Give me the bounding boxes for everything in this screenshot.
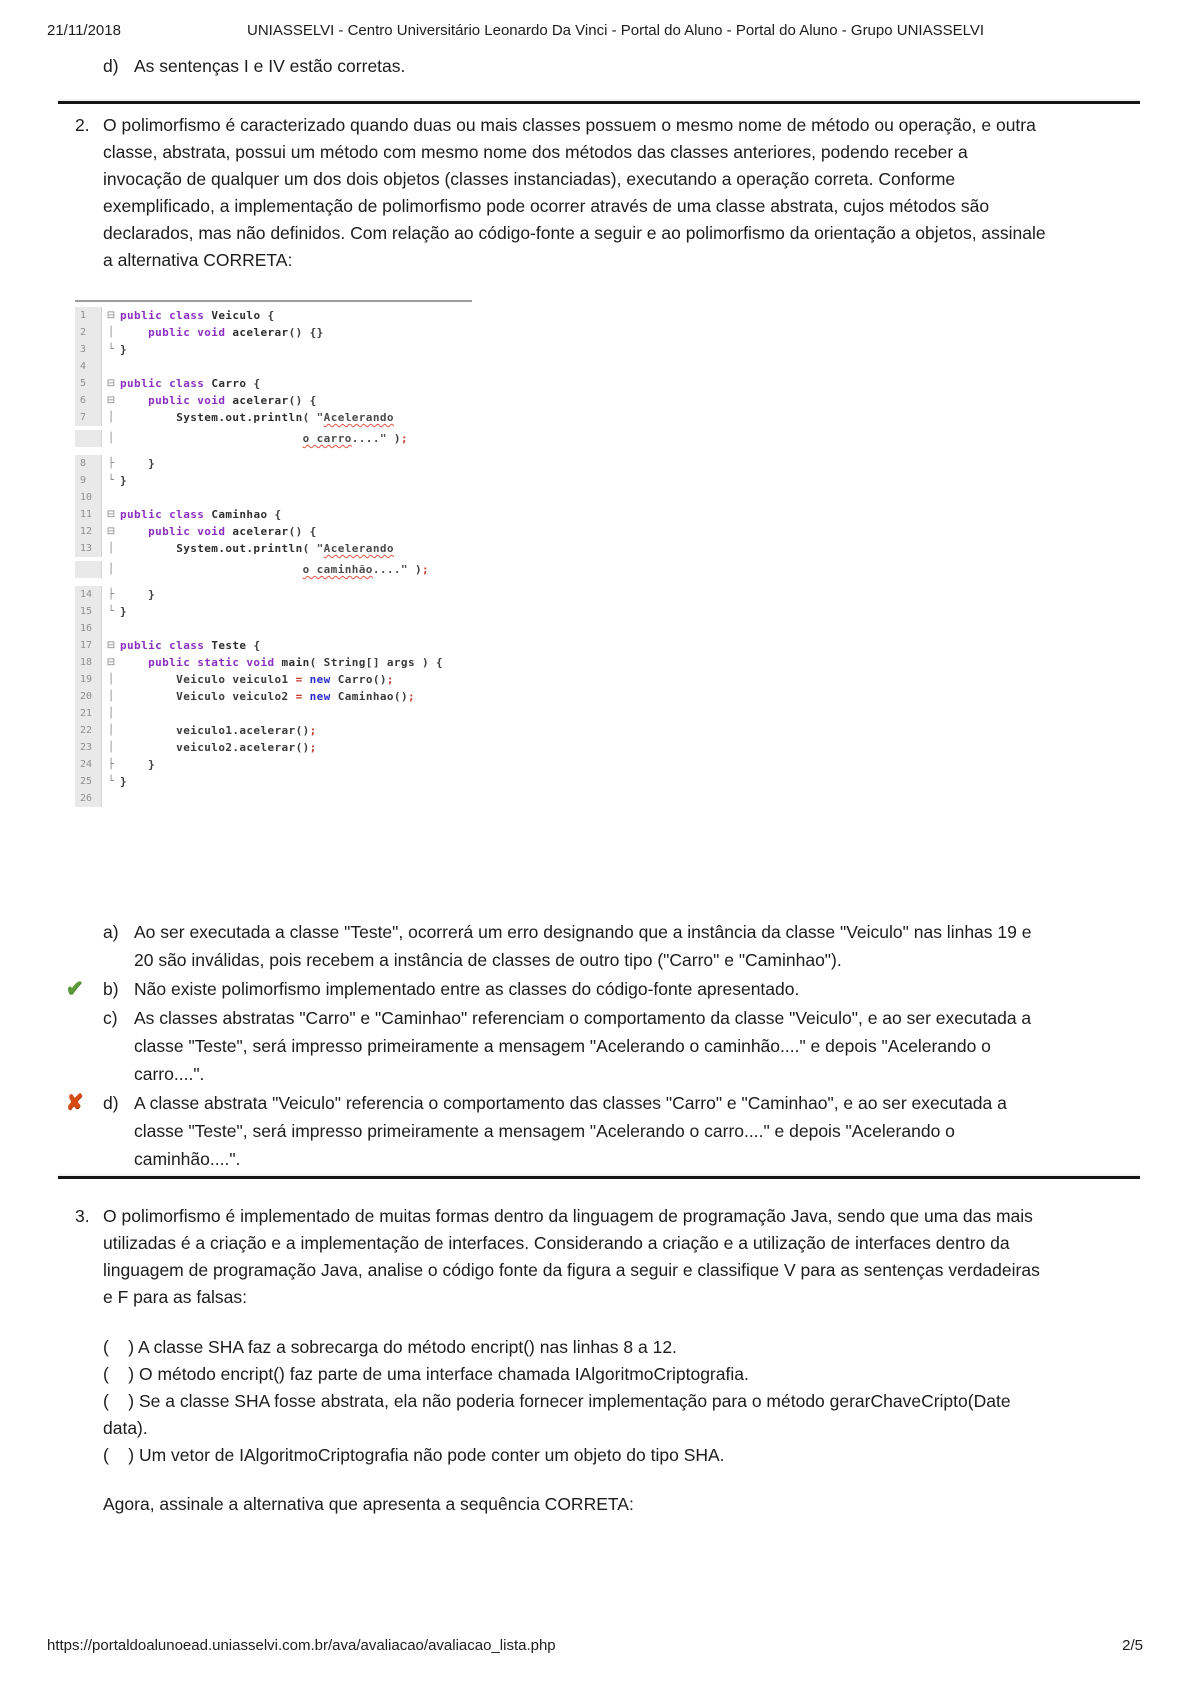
question-text: O polimorfismo é implementado de muitas formas dentro da linguagem de programação Java, sendo que uma das mais utilizadas é a criação e a implementação de interfaces. Considerando a criação e a utilização de interfaces dentro da linguagem de programação Java, analise o código fonte da figura a seguir e classifique V para as sentenças verdadeiras e F para as falsas: xyxy=(103,1206,1040,1307)
option-letter: d) xyxy=(103,1093,119,1113)
previous-question-option xyxy=(103,56,405,77)
line-number: 26 xyxy=(75,790,102,807)
code-line xyxy=(75,705,477,722)
code-token xyxy=(120,525,148,538)
line-number: 12 xyxy=(75,523,102,540)
code-text xyxy=(120,432,408,445)
code-token: Caminhao() xyxy=(330,690,408,703)
code-text xyxy=(120,656,443,669)
section-divider xyxy=(58,99,1140,104)
footer-page-number: 2/5 xyxy=(1122,1637,1143,1654)
code-token: ; xyxy=(407,690,415,703)
code-line xyxy=(75,688,477,705)
fold-marker-icon: ⊟ xyxy=(106,657,116,668)
fold-marker-icon: ⊟ xyxy=(106,310,116,321)
code-token: new xyxy=(309,673,331,686)
code-token xyxy=(303,673,310,686)
code-text xyxy=(120,724,317,737)
line-number: 9 xyxy=(75,472,102,489)
question-3-sentences xyxy=(103,1334,1041,1469)
line-number: 11 xyxy=(75,506,102,523)
code-token: ; xyxy=(309,741,317,754)
code-line xyxy=(75,586,477,603)
line-number: 6 xyxy=(75,392,102,409)
code-line xyxy=(75,375,477,392)
code-line xyxy=(75,603,477,620)
code-token: " xyxy=(316,411,324,424)
option-text: As classes abstratas "Carro" e "Caminhao" referenciam o comportamento da classe "Veiculo", e ao ser executada a classe "Teste", será impresso primeiramente a mensagem "Acelerando o caminhão...." e depois "Acelerando o carro....". xyxy=(134,1008,1032,1084)
code-token xyxy=(120,394,148,407)
code-line xyxy=(75,773,477,790)
code-token: () { xyxy=(288,394,317,407)
fold-marker-icon: ├ xyxy=(107,458,115,469)
line-number: 13 xyxy=(75,540,102,557)
code-token: } xyxy=(120,474,128,487)
code-line xyxy=(75,722,477,739)
code-text xyxy=(120,508,282,521)
option-text: Ao ser executada a classe "Teste", ocorrerá um erro designando que a instância da classe "Veiculo" nas linhas 19 e 20 são inválidas, pois recebem a instância de classes de outro tipo ("Carro" e "Caminhao"). xyxy=(134,922,1032,970)
code-line xyxy=(75,561,477,578)
header-date: 21/11/2018 xyxy=(47,22,121,39)
code-text xyxy=(120,639,260,652)
code-text xyxy=(120,563,429,576)
code-line xyxy=(75,756,477,773)
answer-option-c xyxy=(66,1004,1076,1088)
fold-marker-icon: └ xyxy=(107,606,115,617)
fold-marker-icon: ⊟ xyxy=(106,395,116,406)
code-line xyxy=(75,739,477,756)
code-token: } xyxy=(120,588,156,601)
fold-marker-icon: └ xyxy=(107,776,115,787)
code-token: acelerar xyxy=(232,525,289,538)
code-text xyxy=(120,542,394,555)
fold-marker-icon: ⊟ xyxy=(106,640,116,651)
code-text xyxy=(120,758,155,771)
fold-marker-icon: │ xyxy=(107,433,115,444)
code-line xyxy=(75,430,477,447)
option-text: As sentenças I e IV estão corretas. xyxy=(134,56,406,76)
code-text xyxy=(120,588,155,601)
vf-sentence: ( ) O método encript() faz parte de uma interface chamada IAlgoritmoCriptografia. xyxy=(103,1364,749,1384)
code-text xyxy=(120,605,127,618)
code-text xyxy=(120,525,317,538)
question-number: 2. xyxy=(75,115,90,135)
code-screenshot-border xyxy=(75,300,472,302)
code-token: acelerar xyxy=(232,326,289,339)
code-token: ; xyxy=(309,724,317,737)
code-token: System.out.println xyxy=(176,542,303,555)
code-text xyxy=(120,326,324,339)
line-number: 22 xyxy=(75,722,102,739)
code-token: public void xyxy=(148,525,226,538)
code-token xyxy=(120,432,303,445)
answer-option-a xyxy=(66,918,1076,974)
code-token: public void xyxy=(148,326,226,339)
code-line xyxy=(75,620,477,637)
code-line xyxy=(75,324,477,341)
code-token: System.out.println xyxy=(176,411,303,424)
code-line xyxy=(75,506,477,523)
code-text xyxy=(120,690,415,703)
code-line xyxy=(75,307,477,324)
code-token: ...." xyxy=(372,563,408,576)
code-token: Veiculo veiculo2 xyxy=(120,690,296,703)
line-number: 1 xyxy=(75,307,102,324)
code-token: veiculo1.acelerar() xyxy=(120,724,310,737)
fold-marker-icon: │ xyxy=(107,327,115,338)
line-number: 16 xyxy=(75,620,102,637)
code-token: Caminhao xyxy=(211,508,268,521)
code-token: public class xyxy=(120,639,205,652)
line-number: 19 xyxy=(75,671,102,688)
code-line xyxy=(75,455,477,472)
code-token: ; xyxy=(400,432,408,445)
code-token: public class xyxy=(120,377,205,390)
code-token: ( xyxy=(302,411,317,424)
question-3-closing: Agora, assinale a alternativa que apresenta a sequência CORRETA: xyxy=(103,1494,634,1514)
code-token: Carro xyxy=(211,377,247,390)
code-token: ...." xyxy=(351,432,387,445)
code-token: Teste xyxy=(211,639,247,652)
code-token: } xyxy=(120,758,156,771)
code-token: public class xyxy=(120,508,205,521)
code-token: Veiculo xyxy=(211,309,261,322)
code-token: () { xyxy=(288,525,317,538)
code-token: public void xyxy=(148,394,226,407)
code-token: } xyxy=(120,343,128,356)
fold-marker-icon: └ xyxy=(107,344,115,355)
option-letter: b) xyxy=(103,979,119,999)
code-screenshot xyxy=(75,300,477,807)
question-3 xyxy=(75,1203,1050,1311)
line-number xyxy=(75,430,102,447)
correct-answer-icon: ✔ xyxy=(66,977,84,1000)
code-token: veiculo2.acelerar() xyxy=(120,741,310,754)
code-token: public static void xyxy=(148,656,275,669)
code-line xyxy=(75,654,477,671)
fold-marker-icon: ├ xyxy=(107,759,115,770)
code-token: { xyxy=(267,508,282,521)
code-token: Carro() xyxy=(330,673,387,686)
code-token: } xyxy=(120,457,156,470)
code-token: o carro xyxy=(302,432,352,445)
code-token: { xyxy=(246,377,261,390)
line-number: 4 xyxy=(75,358,102,375)
option-letter: c) xyxy=(103,1008,118,1028)
code-text xyxy=(120,673,394,686)
fold-marker-icon: │ xyxy=(107,691,115,702)
code-text xyxy=(120,394,317,407)
answer-option-d xyxy=(66,1089,1076,1173)
fold-marker-icon: ⊟ xyxy=(106,526,116,537)
line-number xyxy=(75,561,102,578)
code-line xyxy=(75,409,477,426)
code-token: } xyxy=(120,775,128,788)
line-number: 8 xyxy=(75,455,102,472)
fold-marker-icon: │ xyxy=(107,543,115,554)
code-text xyxy=(120,775,127,788)
code-token: ( String[] args ) { xyxy=(309,656,444,669)
code-token: } xyxy=(120,605,128,618)
code-line xyxy=(75,540,477,557)
code-token xyxy=(120,656,148,669)
code-line xyxy=(75,392,477,409)
line-number: 17 xyxy=(75,637,102,654)
code-token xyxy=(120,542,176,555)
line-number: 25 xyxy=(75,773,102,790)
fold-marker-icon: ⊟ xyxy=(106,378,116,389)
fold-marker-icon: ├ xyxy=(107,589,115,600)
code-token: o caminhão xyxy=(302,563,373,576)
code-token: Veiculo veiculo1 xyxy=(120,673,296,686)
code-token: { xyxy=(260,309,275,322)
code-token xyxy=(120,411,176,424)
vf-sentence: ( ) A classe SHA faz a sobrecarga do método encript() nas linhas 8 a 12. xyxy=(103,1337,677,1357)
vf-sentence: ( ) Se a classe SHA fosse abstrata, ela não poderia fornecer implementação para o método gerarChaveCripto(Date data). xyxy=(103,1391,1016,1438)
code-line xyxy=(75,358,477,375)
code-line xyxy=(75,637,477,654)
answer-marker-empty xyxy=(66,1004,103,1088)
code-token: { xyxy=(246,639,261,652)
code-token: ) xyxy=(407,563,422,576)
code-text xyxy=(120,343,127,356)
line-number: 7 xyxy=(75,409,102,426)
fold-marker-icon: │ xyxy=(107,564,115,575)
fold-marker-icon: │ xyxy=(107,725,115,736)
code-token: () {} xyxy=(288,326,324,339)
code-token: main xyxy=(281,656,310,669)
vf-sentence: ( ) Um vetor de IAlgoritmoCriptografia não pode conter um objeto do tipo SHA. xyxy=(103,1445,725,1465)
option-letter: a) xyxy=(103,922,119,942)
fold-marker-icon: │ xyxy=(107,708,115,719)
code-line xyxy=(75,523,477,540)
line-number: 21 xyxy=(75,705,102,722)
line-number: 5 xyxy=(75,375,102,392)
line-number: 24 xyxy=(75,756,102,773)
code-token: = xyxy=(295,690,303,703)
code-token: ( xyxy=(302,542,317,555)
option-text: Não existe polimorfismo implementado entre as classes do código-fonte apresentado. xyxy=(134,979,800,999)
code-line xyxy=(75,790,477,807)
header-title: UNIASSELVI - Centro Universitário Leonardo Da Vinci - Portal do Aluno - Portal do Aluno - Grupo UNIASSELVI xyxy=(246,22,985,39)
fold-marker-icon: │ xyxy=(107,742,115,753)
code-text xyxy=(120,411,394,424)
code-token: ; xyxy=(386,673,394,686)
section-divider xyxy=(58,1174,1140,1179)
line-number: 10 xyxy=(75,489,102,506)
code-token: ; xyxy=(422,563,430,576)
code-text xyxy=(120,474,127,487)
wrong-answer-icon: ✘ xyxy=(66,1091,84,1114)
option-letter: d) xyxy=(103,56,119,76)
question-number: 3. xyxy=(75,1206,90,1226)
line-number: 2 xyxy=(75,324,102,341)
code-token: public class xyxy=(120,309,205,322)
code-token: new xyxy=(309,690,331,703)
option-text: A classe abstrata "Veiculo" referencia o comportamento das classes "Carro" e "Caminhao", e ao ser executada a classe "Teste", será impresso primeiramente a mensagem "Acelerando o carro...." e depois "Acelerando o caminhão....". xyxy=(134,1093,1007,1169)
fold-marker-icon: ⊟ xyxy=(106,509,116,520)
code-token xyxy=(120,563,303,576)
code-text xyxy=(120,741,317,754)
code-token: acelerar xyxy=(232,394,289,407)
code-line xyxy=(75,472,477,489)
code-line xyxy=(75,341,477,358)
footer-url: https://portaldoalunoead.uniasselvi.com.br/ava/avaliacao/avaliacao_lista.php xyxy=(47,1637,556,1654)
code-token xyxy=(120,326,148,339)
line-number: 18 xyxy=(75,654,102,671)
code-line xyxy=(75,489,477,506)
code-token: Acelerando xyxy=(323,411,394,424)
code-token xyxy=(275,656,282,669)
answer-marker-empty xyxy=(66,918,103,974)
fold-marker-icon: └ xyxy=(107,475,115,486)
line-number: 23 xyxy=(75,739,102,756)
code-token: Acelerando xyxy=(323,542,394,555)
line-number: 14 xyxy=(75,586,102,603)
code-token xyxy=(303,690,310,703)
answer-option-b xyxy=(66,975,1076,1003)
fold-marker-icon: │ xyxy=(107,412,115,423)
question-2 xyxy=(75,112,1050,274)
code-token: = xyxy=(295,673,303,686)
line-number: 15 xyxy=(75,603,102,620)
code-editor-lines xyxy=(75,307,477,807)
fold-marker-icon: │ xyxy=(107,674,115,685)
line-number: 20 xyxy=(75,688,102,705)
question-text: O polimorfismo é caracterizado quando duas ou mais classes possuem o mesmo nome de método ou operação, e outra classe, abstrata, possui um método com mesmo nome dos métodos das classes anteriores, podendo receber a invocação de qualquer um dos dois objetos (classes instanciadas), executando a operação correta. Conforme exemplificado, a implementação de polimorfismo pode ocorrer através de uma classe abstrata, cujos métodos são declarados, mas não definidos. Com relação ao código-fonte a seguir e ao polimorfismo da orientação a objetos, assinale a alternativa CORRETA: xyxy=(103,115,1046,270)
code-line xyxy=(75,671,477,688)
question-2-options xyxy=(66,918,1076,1174)
code-text xyxy=(120,309,275,322)
code-text xyxy=(120,377,260,390)
code-token: " xyxy=(316,542,324,555)
code-token: ) xyxy=(386,432,401,445)
code-text xyxy=(120,457,155,470)
line-number: 3 xyxy=(75,341,102,358)
